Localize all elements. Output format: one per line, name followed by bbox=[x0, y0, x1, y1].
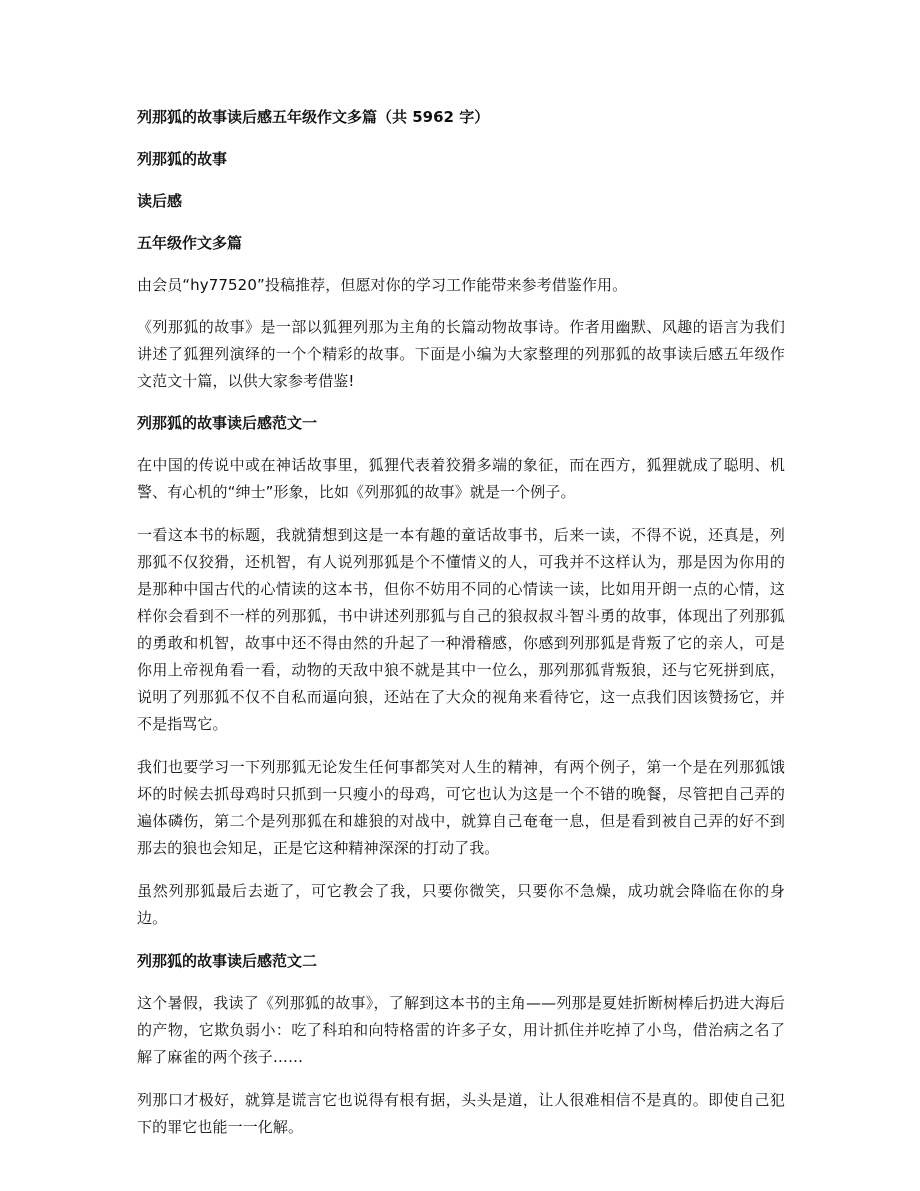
body-paragraph: 虽然列那狐最后去逝了，可它教会了我，只要你微笑，只要你不急燥，成功就会降临在你的身边。 bbox=[137, 882, 785, 927]
document-title: 列那狐的故事读后感五年级作文多篇（共 5962 字） bbox=[137, 108, 490, 126]
body-paragraph: 在中国的传说中或在神话故事里，狐狸代表着狡猾多端的象征，而在西方，狐狸就成了聪明、机警、有心机的“绅士”形象，比如《列那狐的故事》就是一个例子。 bbox=[137, 456, 785, 501]
subtitle-line: 列那狐的故事 bbox=[137, 150, 228, 168]
subtitle-line: 读后感 bbox=[137, 192, 183, 210]
body-paragraph: 一看这本书的标题，我就猜想到这是一本有趣的童话故事书，后来一读，不得不说，还真是，列那狐不仅狡猾，还机智，有人说列那狐是个不懂情义的人，可我并不这样认为，那是因为你用的是那种中国古代的心情读的这本书，但你不妨用不同的心情读一读，比如用开朗一点的心情，这样你会看到不一样的列那狐，书中讲述列那狐与自己的狼叔叔斗智斗勇的故事，体现出了列那狐的勇敢和机智，故事中还不得由然的升起了一种滑稽感，你感到列那狐是背叛了它的亲人，可是你用上帝视角看一看，动物的天敌中狼不就是其中一位么，那列那狐背叛狼，还与它死拼到底，说明了列那狐不仅不自私而逼向狼，还站在了大众的视角来看待它，这一点我们因该赞扬它，并不是指骂它。 bbox=[137, 526, 785, 733]
body-paragraph: 我们也要学习一下列那狐无论发生任何事都笑对人生的精神，有两个例子，第一个是在列那狐饿坏的时候去抓母鸡时只抓到一只瘦小的母鸡，可它也认为这是一个不错的晚餐，尽管把自己弄的遍体磷伤，第二个是列那狐在和雄狼的对战中，就算自己奄奄一息，但是看到被自己弄的好不到那去的狼也会知足，正是它这种精神深深的打动了我。 bbox=[137, 758, 785, 857]
body-paragraph: 这个暑假，我读了《列那狐的故事》，了解到这本书的主角——列那是夏娃折断树棒后扔进大海后的产物，它欺负弱小：吃了科珀和向特格雷的许多子女，用计抓住并吃掉了小鸟，借治病之名了解了麻雀的两个孩子…… bbox=[137, 994, 785, 1066]
document-page bbox=[137, 104, 785, 1157]
section-heading: 列那狐的故事读后感范文一 bbox=[137, 414, 318, 432]
section-heading: 列那狐的故事读后感范文二 bbox=[137, 952, 318, 970]
contributor-note: 由会员“hy77520”投稿推荐，但愿对你的学习工作能带来参考借鉴作用。 bbox=[137, 276, 628, 294]
body-paragraph: 列那口才极好，就算是谎言它也说得有根有据，头头是道，让人很难相信不是真的。即使自己犯下的罪它也能一一化解。 bbox=[137, 1091, 785, 1136]
intro-paragraph: 《列那狐的故事》是一部以狐狸列那为主角的长篇动物故事诗。作者用幽默、风趣的语言为我们讲述了狐狸列演绎的一个个精彩的故事。下面是小编为大家整理的列那狐的故事读后感五年级作文范文十篇，以供大家参考借鉴! bbox=[137, 318, 785, 390]
subtitle-line: 五年级作文多篇 bbox=[137, 234, 243, 252]
